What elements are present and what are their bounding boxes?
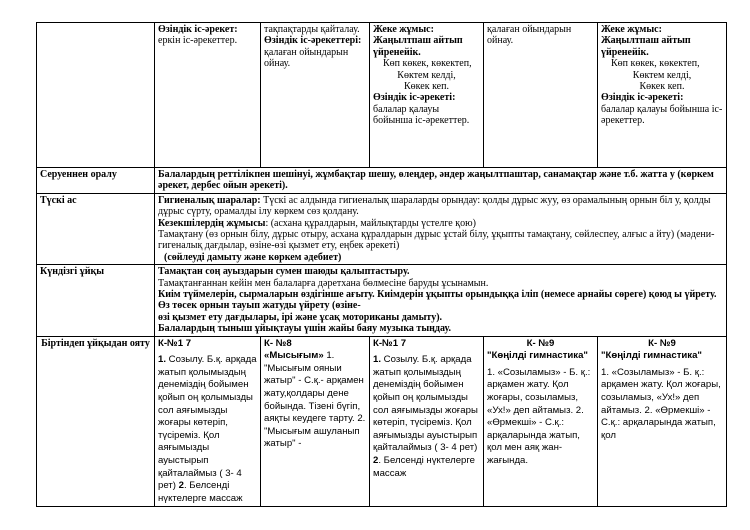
complex-number: К- №9: [648, 337, 676, 349]
exercise-title: «Мысығым»: [264, 350, 324, 362]
lunch-hygiene-title: Гигиеналық шаралар:: [158, 194, 261, 206]
verse-line: Көктем келді,: [632, 69, 692, 81]
verse-line: Көкек кеп.: [404, 81, 449, 93]
row-label: Күндізгі ұйқы: [37, 265, 155, 336]
exercise-text: . Белсенді нүктелерге массаж: [158, 480, 243, 504]
wake-cell-day3: [370, 336, 484, 507]
complex-number: К-№1 7: [373, 337, 407, 349]
exercise-text: 1. «Созыламыз» - Б. қ.: арқамен жату. Қол жоғары, созыламыз, «Ух!» деп айтамыз. 2. «Өрмекші» - С.қ.: арқаларында жатып, қол мен аяқ жан-жағында.: [487, 366, 591, 467]
cell-text: қалаған ойындарын ойнау.: [264, 46, 349, 70]
walk-return-text: Балалардың реттілікпен шешінуі, жұмбақтар шешу, өлеңдер, әндер жаңылтпаштар, санамақтар және т.б. жатта у (көркем әрекет, дербес ойын әрекеті).: [155, 168, 727, 194]
lunch-note: (сөйлеуді дамыту және көркем әдебиет): [164, 251, 342, 263]
exercise-title: "Көңілді гимнастика": [601, 350, 702, 362]
step-number: 2: [178, 480, 184, 492]
verse-line: Көкек кеп.: [639, 81, 685, 93]
cell-title: Өзіндік іс-әрекеті:: [373, 92, 456, 104]
nap-line: өзі қызмет ету дағдылары, ірі және ұсақ моториканы дамыту).: [158, 311, 443, 323]
cell-text: тақпақтарды қайталау.: [264, 24, 360, 35]
cell-text: балалар қалауы бойынша іс-әрекеттер.: [601, 103, 723, 127]
row-label-empty: [37, 23, 155, 168]
table-row-walk-return: [37, 168, 727, 194]
cell-day1: [155, 23, 261, 168]
cell-title: Өзіндік іс-әрекет:: [158, 24, 238, 35]
row-label: Түскі ас: [37, 193, 155, 264]
table-row-nap: [37, 265, 727, 336]
complex-number: К-№1 7: [158, 337, 192, 349]
cell-title: Жаңылтпаш айтып үйренейік.: [373, 35, 463, 58]
table-row-lunch: [37, 193, 727, 264]
lunch-text: [155, 193, 727, 264]
cell-title: Өзіндік іс-әрекеті:: [601, 92, 684, 104]
row-label: Біртіндеп ұйқыдан ояту: [37, 336, 155, 507]
exercise-text: . Белсенді нүктелерге массаж: [373, 455, 476, 479]
exercise-title: "Көңілді гимнастика": [487, 350, 588, 362]
wake-cell-day4: [484, 336, 598, 507]
wake-cell-day5: [598, 336, 727, 507]
cell-day5: [598, 23, 727, 168]
row-label: Серуеннен оралу: [37, 168, 155, 194]
cell-day4: [484, 23, 598, 168]
nap-line: Тамақтан соң ауыздарын сумен шаюды қалыптастыру.: [158, 266, 410, 278]
cell-title: Өзіндік іс-әрекеттері:: [264, 35, 362, 47]
complex-number: К- №9: [526, 337, 555, 349]
verse-line: Көктем келді,: [397, 69, 456, 81]
cell-day2: [261, 23, 370, 168]
exercise-text: 1. «Созыламыз» - Б. қ.: арқамен жату. Қол жоғары, созыламыз, «Ух!» деп айтамыз. 2. «Өрмекші» - С.қ.: арқаларында жатып, қол: [601, 366, 721, 441]
exercise-text: Созылу. Б.қ. арқада жатып қолымыздың денеміздің бойымен қойып оң қолымызды сол аяғымызды жоғары көтеріп, түсіреміз. Қол аяғымызды ауыстырып қайталаймыз ( 3- 4 рет): [373, 354, 478, 454]
table-row-activities: [37, 23, 727, 168]
cell-text: қалаған ойындарын ойнау.: [487, 24, 572, 47]
lunch-hygiene-text: Түскі ас алдында гигиеналық шараларды орындау: қолды дұрыс жуу, өз орамалының орнын біл у, қолды дұрыс сүрту, орамалды ілу көркем сөз қолдану.: [158, 194, 711, 218]
cell-text: еркін іс-әрекеттер.: [158, 35, 238, 47]
lunch-duty-text: : (асхана құралдарын, майлықтарды үстелге қою): [265, 217, 476, 229]
step-number: 2: [373, 455, 379, 467]
table-row-wake-up: [37, 336, 727, 507]
step-number: 1.: [373, 354, 382, 366]
schedule-table: [36, 22, 727, 507]
step-number: 1.: [158, 354, 167, 366]
cell-title: Жеке жұмыс:: [373, 24, 434, 35]
plan-page: [36, 22, 726, 507]
lunch-duty-title: Кезекшілердің жұмысы: [158, 217, 266, 229]
complex-number: К- №8: [264, 337, 292, 349]
cell-title: Жаңылтпаш айтып үйренейік.: [601, 35, 691, 58]
verse-line: Көп көкек, көкектеп,: [383, 58, 472, 70]
cell-title: Жеке жұмыс:: [601, 24, 662, 35]
lunch-eating-text: Тамақтану (өз орнын білу, дұрыс отыру, асхана құралдарын дұрыс ұстай білу, ұқыпты тамақтану, сөйлеспеу, алғыс а йту) (мәдени-гигеналық дағдылар, өзіне-өзі қызмет ету, еңбек әрекеті): [158, 229, 715, 252]
nap-line: Балалардың тыныш ұйықтауы үшін жайы баяу музыка тыңдау.: [158, 323, 451, 335]
exercise-text: 1. "Мысығым ояныи жатыр" - С.қ.- арқамен жату,қолдары дене бойында. Тізені бүгіп, аяқты кеудеге тарту. 2. "Мысығым ашуланып жатыр" -: [264, 350, 366, 450]
cell-text: балалар қалауы бойынша іс-әрекеттер.: [373, 103, 470, 127]
cell-day3: [370, 23, 484, 168]
wake-cell-day2: [261, 336, 370, 507]
verse-line: Көп көкек, көкектеп,: [611, 58, 700, 70]
exercise-text: Созылу. Б.қ. арқада жатып қолымыздың денеміздің бойымен қойып оң қолымызды сол аяғымызды жоғары көтеріп, түсіреміз. Қол аяғымызды ауыстырып қайталаймыз ( 3- 4 рет): [158, 354, 257, 492]
nap-text: [155, 265, 727, 336]
wake-cell-day1: [155, 336, 261, 507]
nap-line: Тамақтанғаннан кейін мен балаларға дәретхана бөлмесіне баруды ұсынамын.: [158, 277, 489, 289]
nap-line: Киім түймелерін, сырмаларын өздігінше ағыту. Киімдерін ұқыпты орындыққа іліп (немесе арнайы сөреге) қоюд ы үйрету. Өз төсек орнын тауып жатуды үйрету (өзіне-: [158, 289, 717, 312]
